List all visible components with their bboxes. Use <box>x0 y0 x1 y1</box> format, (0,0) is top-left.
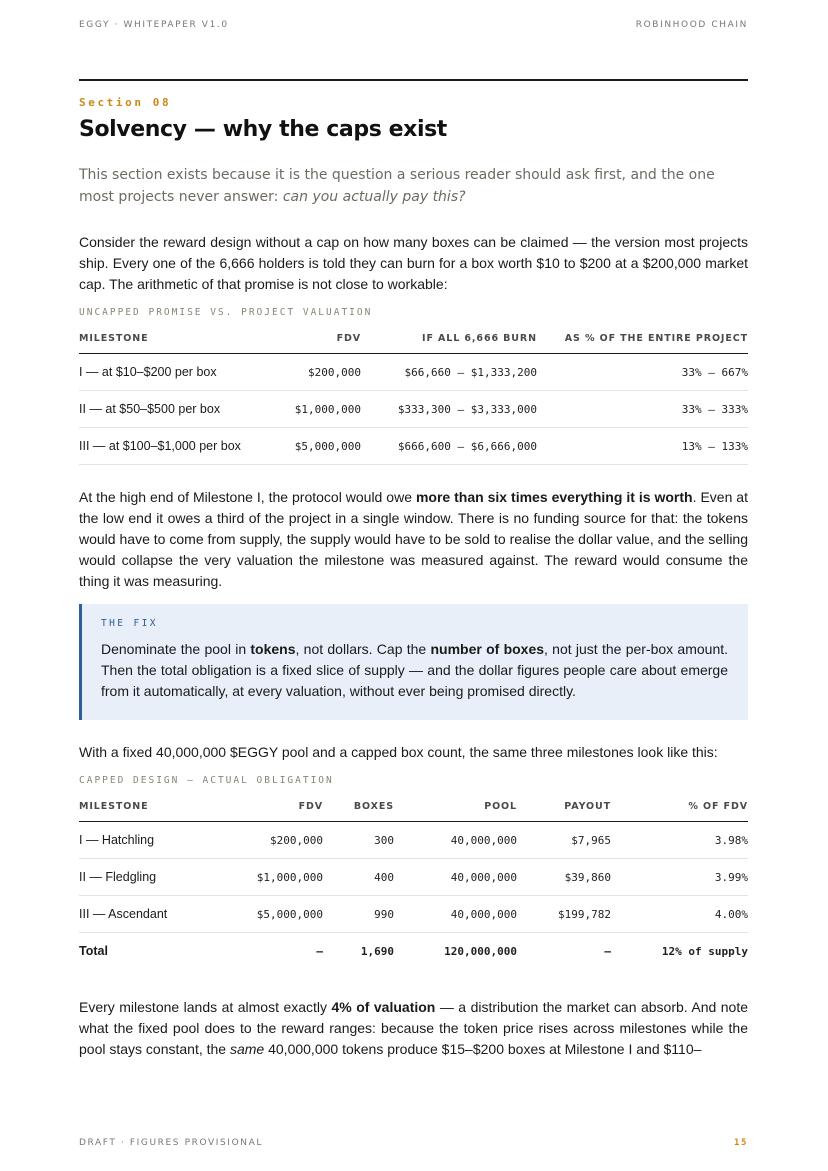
para2-bold: more than six times everything it is worth <box>415 489 693 505</box>
table-row <box>79 391 748 428</box>
section-label: Section 08 <box>79 96 172 109</box>
lead-text: This section exists because it is the question a serious reader should ask first, and the one most projects never answer: <box>79 167 715 205</box>
col-header-fdv: FDV <box>239 794 323 822</box>
cell-total-fdv: — <box>316 944 323 958</box>
table-row <box>79 822 748 859</box>
cell-total-boxes: 1,690 <box>360 944 394 958</box>
table-header-row <box>79 326 748 354</box>
uncapped-table <box>79 326 748 465</box>
cell-payout: $39,860 <box>517 859 611 896</box>
callout-bold-tokens: tokens <box>250 641 296 657</box>
running-header <box>79 20 748 30</box>
paragraph-high-end <box>79 487 748 592</box>
para4-text-2: — a distribution the market can absorb. And note what the fixed pool does to the reward ranges: because the token price rises across milestones while the pool stays constant, the <box>79 999 749 1057</box>
cell-fdv: $5,000,000 <box>279 428 361 465</box>
page-footer <box>79 1138 748 1148</box>
table2-caption: CAPPED DESIGN — ACTUAL OBLIGATION <box>79 775 334 786</box>
paragraph-four-percent <box>79 997 748 1060</box>
col-header-pct-fdv: % OF FDV <box>611 794 748 822</box>
col-header-milestone: MILESTONE <box>79 326 279 354</box>
cell-boxes: 300 <box>323 822 394 859</box>
cell-pct-project: 13% – 133% <box>537 428 748 465</box>
cell-pct-fdv: 3.98% <box>611 822 748 859</box>
para4-emphasis: same <box>229 1041 265 1057</box>
top-rule <box>79 79 748 81</box>
cell-pct-project: 33% – 667% <box>537 354 748 391</box>
cell-payout: $199,782 <box>517 896 611 933</box>
cell-milestone: II — at $50–$500 per box <box>79 391 279 428</box>
cell-pct-fdv: 4.00% <box>611 896 748 933</box>
paragraph-capped-intro: With a fixed 40,000,000 $EGGY pool and a capped box count, the same three milestones look like this: <box>79 744 718 760</box>
col-header-if-all-burn: IF ALL 6,666 BURN <box>361 326 537 354</box>
callout-text-2: , not dollars. Cap the <box>295 641 431 657</box>
para4-bold: 4% of valuation <box>331 999 436 1015</box>
lead-emphasis: can you actually pay this? <box>282 189 466 205</box>
cell-fdv: $1,000,000 <box>279 391 361 428</box>
page-title: Solvency — why the caps exist <box>79 117 447 142</box>
cell-milestone: II — Fledgling <box>79 859 239 896</box>
para2-text-before: At the high end of Milestone I, the protocol would owe <box>79 489 416 505</box>
callout-text-3: , not just the per-box amount. Then the total obligation is a fixed slice of supply — and the dollar figures people care about emerge from it automatically, at every valuation, without ever being promised directly. <box>101 641 729 699</box>
cell-pool: 40,000,000 <box>394 859 517 896</box>
header-doc-title: EGGY · WHITEPAPER V1.0 <box>79 20 229 30</box>
cell-boxes: 400 <box>323 859 394 896</box>
table-header-row <box>79 794 748 822</box>
lead-paragraph <box>79 164 748 208</box>
fix-callout <box>79 604 748 720</box>
para2-text-after: . Even at the low end it owes a third of the project in a single window. There is no funding source for that: the tokens would have to come from supply, the supply would have to be sold to realise the dollar value, and the selling would collapse the very valuation the milestone was measured against. The reward would consume the thing it was measuring. <box>79 489 748 589</box>
paragraph-uncapped-intro: Consider the reward design without a cap on how many boxes can be claimed — the version most projects ship. Every one of the 6,666 holders is told they can burn for a box worth $10 to $200 at a $200,000 market cap. The arithmetic of that promise is not close to workable: <box>79 234 748 292</box>
table-row <box>79 428 748 465</box>
cell-pct-fdv: 3.99% <box>611 859 748 896</box>
col-header-milestone: MILESTONE <box>79 794 239 822</box>
cell-total-payout: — <box>604 944 611 958</box>
cell-pool: 40,000,000 <box>394 896 517 933</box>
callout-text-1: Denominate the pool in <box>101 641 251 657</box>
cell-milestone: III — at $100–$1,000 per box <box>79 428 279 465</box>
page-number: 15 <box>733 1138 748 1148</box>
table-row <box>79 354 748 391</box>
cell-if-all-burn: $333,300 – $3,333,000 <box>361 391 537 428</box>
callout-text <box>101 639 728 702</box>
cell-pct-project: 33% – 333% <box>537 391 748 428</box>
cell-fdv: $5,000,000 <box>239 896 323 933</box>
cell-boxes: 990 <box>323 896 394 933</box>
cell-milestone: I — Hatchling <box>79 822 239 859</box>
cell-payout: $7,965 <box>517 822 611 859</box>
para4-text-1: Every milestone lands at almost exactly <box>79 999 332 1015</box>
header-chain-name: ROBINHOOD CHAIN <box>635 20 748 30</box>
col-header-payout: PAYOUT <box>517 794 611 822</box>
cell-total-pool: 120,000,000 <box>444 944 517 958</box>
cell-if-all-burn: $66,660 – $1,333,200 <box>361 354 537 391</box>
page-content <box>79 96 748 1072</box>
table-total-row <box>79 933 748 970</box>
callout-bold-boxes: number of boxes <box>430 641 545 657</box>
cell-total-pct: 12% of supply <box>661 944 748 958</box>
cell-total-label: Total <box>79 944 108 958</box>
cell-fdv: $200,000 <box>239 822 323 859</box>
cell-milestone: I — at $10–$200 per box <box>79 354 279 391</box>
col-header-fdv: FDV <box>279 326 361 354</box>
cell-pool: 40,000,000 <box>394 822 517 859</box>
capped-table <box>79 794 748 969</box>
footer-draft-note: DRAFT · FIGURES PROVISIONAL <box>79 1138 263 1148</box>
callout-label: THE FIX <box>101 618 158 629</box>
cell-fdv: $1,000,000 <box>239 859 323 896</box>
cell-if-all-burn: $666,600 – $6,666,000 <box>361 428 537 465</box>
table1-caption: UNCAPPED PROMISE VS. PROJECT VALUATION <box>79 307 373 318</box>
table-row <box>79 859 748 896</box>
col-header-boxes: BOXES <box>323 794 394 822</box>
table-row <box>79 896 748 933</box>
col-header-pool: POOL <box>394 794 517 822</box>
cell-milestone: III — Ascendant <box>79 896 239 933</box>
cell-fdv: $200,000 <box>279 354 361 391</box>
para4-text-3: 40,000,000 tokens produce $15–$200 boxes at Milestone I and $110– <box>264 1041 702 1057</box>
col-header-pct-project: AS % OF THE ENTIRE PROJECT <box>537 326 748 354</box>
